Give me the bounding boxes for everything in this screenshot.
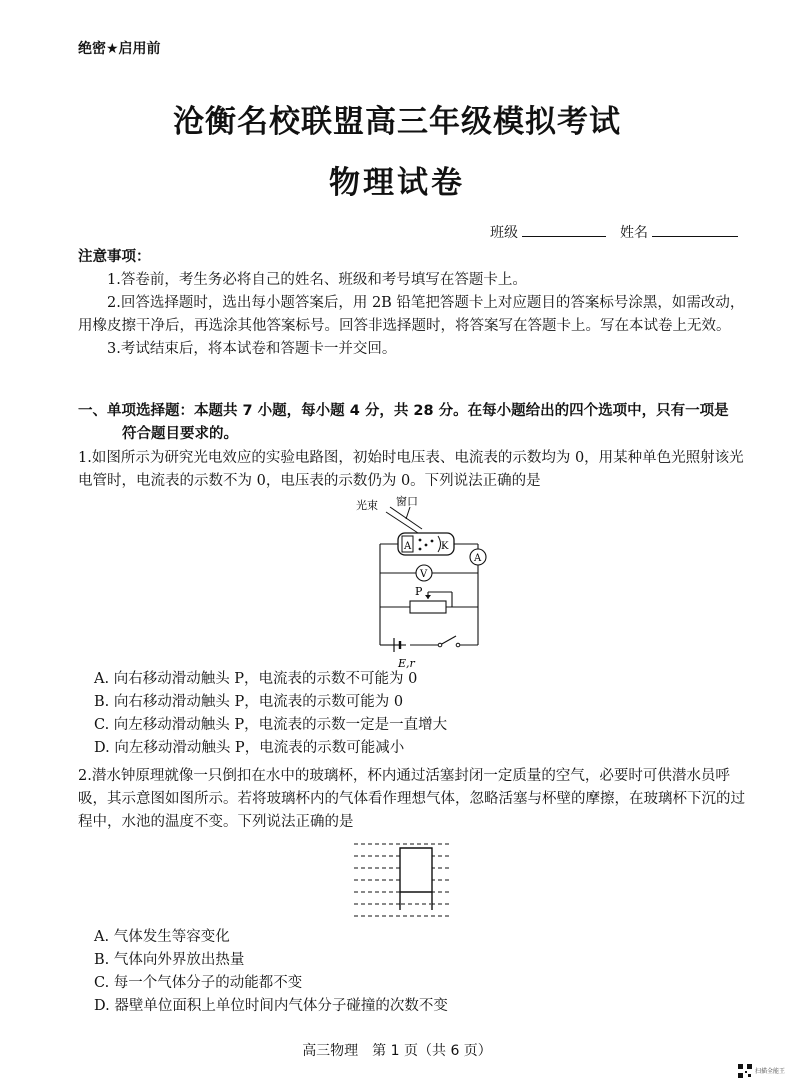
anode-label: A bbox=[404, 541, 412, 552]
exam-subtitle: 物理试卷 bbox=[329, 165, 465, 201]
secret-label: 绝密★启用前 bbox=[78, 41, 161, 57]
window-label: 窗口 bbox=[396, 495, 418, 508]
note-item: 1.答卷前，考生务必将自己的姓名、班级和考号填写在答题卡上。 bbox=[107, 272, 527, 288]
q2-option-d: D. 器壁单位面积上单位时间内气体分子碰撞的次数不变 bbox=[94, 998, 448, 1014]
name-blank bbox=[652, 224, 738, 237]
qr-code-icon bbox=[738, 1064, 752, 1078]
notes-list bbox=[78, 269, 758, 361]
note-item: 2.回答选择题时，选出每小题答案后，用 2B 铅笔把答题卡上对应题目的答案标号涂黑，如需改动，用橡皮擦干净后，再选涂其他答案标号。回答非选择题时，将答案写在答题卡上。写在本试卷上无效。 bbox=[78, 295, 745, 334]
q1-option-c: C. 向左移动滑动触头 P，电流表的示数一定是一直增大 bbox=[94, 717, 448, 733]
source-label: E,r bbox=[398, 657, 415, 670]
page-footer: 高三物理 第 1 页（共 6 页） bbox=[302, 1043, 492, 1059]
diving-bell-figure bbox=[352, 836, 452, 928]
light-label: 光束 bbox=[356, 499, 378, 512]
q1-option-a: A. 向右移动滑动触头 P，电流表的示数不可能为 0 bbox=[94, 671, 418, 687]
slider-arrow-icon bbox=[425, 595, 431, 599]
class-name-line bbox=[490, 222, 738, 242]
q2-option-b: B. 气体向外界放出热量 bbox=[94, 952, 245, 968]
cathode-label: K bbox=[441, 541, 449, 552]
class-blank bbox=[522, 224, 606, 237]
q1-option-b: B. 向右移动滑动触头 P，电流表的示数可能为 0 bbox=[94, 694, 404, 710]
photoelectric-circuit-figure bbox=[340, 495, 500, 670]
inverted-cup bbox=[400, 848, 432, 910]
class-label: 班级 bbox=[490, 225, 518, 241]
voltmeter-label: V bbox=[420, 569, 428, 580]
q2-option-c: C. 每一个气体分子的动能都不变 bbox=[94, 975, 303, 991]
rheostat bbox=[410, 601, 446, 613]
exam-title: 沧衡名校联盟高三年级模拟考试 bbox=[173, 104, 621, 140]
question-1-stem: 1.如图所示为研究光电效应的实验电路图，初始时电压表、电流表的示数均为 0，用某种单色光照射该光电管时，电流表的示数不为 0，电压表的示数仍为 0。下列说法正确的是 bbox=[78, 450, 744, 489]
ammeter-label: A bbox=[474, 553, 482, 564]
question-2-stem: 2.潜水钟原理就像一只倒扣在水中的玻璃杯，杯内通过活塞封闭一定质量的空气，必要时可供潜水员呼吸，其示意图如图所示。若将玻璃杯内的气体看作理想气体，忽略活塞与杯壁的摩擦，在玻璃杯下沉的过程中，水池的温度不变。下列说法正确的是 bbox=[78, 768, 745, 830]
q2-option-a: A. 气体发生等容变化 bbox=[94, 929, 230, 945]
note-item: 3.考试结束后，将本试卷和答题卡一并交回。 bbox=[107, 341, 397, 357]
scanner-brand: 扫描全能王 bbox=[755, 1068, 786, 1075]
light-beam-icon bbox=[386, 507, 422, 533]
section-title bbox=[78, 400, 758, 446]
q1-option-d: D. 向左移动滑动触头 P，电流表的示数可能减小 bbox=[94, 740, 405, 756]
slider-label: P bbox=[415, 585, 423, 598]
name-label: 姓名 bbox=[620, 225, 648, 241]
notes-heading: 注意事项： bbox=[78, 249, 151, 265]
section-title-line1: 一、单项选择题：本题共 7 小题，每小题 4 分，共 28 分。在每小题给出的四个选项中，只有一项是 bbox=[78, 403, 729, 419]
section-title-line2: 符合题目要求的。 bbox=[122, 426, 238, 442]
